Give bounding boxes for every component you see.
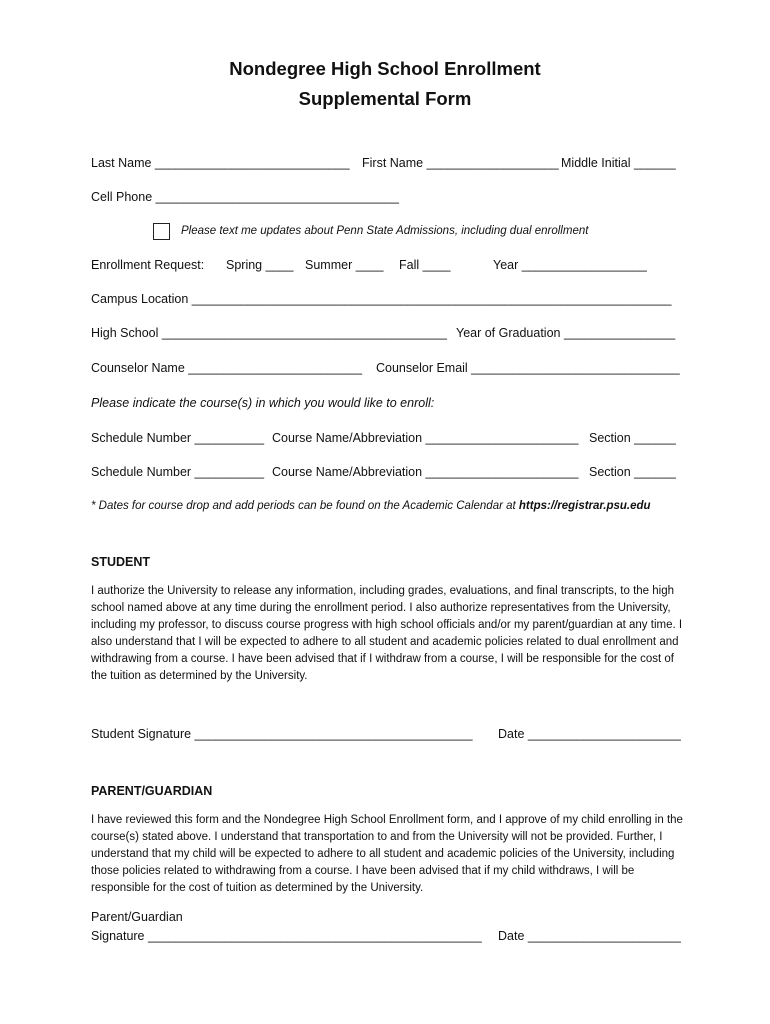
fall-field[interactable]: Fall ____ — [399, 258, 451, 272]
schedule-number-field-2[interactable]: Schedule Number __________ — [91, 465, 265, 479]
course-instruction: Please indicate the course(s) in which you would like to enroll: — [91, 396, 435, 410]
schedule-number-field-1[interactable]: Schedule Number __________ — [91, 431, 265, 445]
year-of-graduation-field[interactable]: Year of Graduation ________________ — [456, 326, 676, 340]
calendar-note — [91, 498, 651, 514]
section-field-1[interactable]: Section ______ — [589, 431, 676, 445]
parent-approval-paragraph: I have reviewed this form and the Nondegree High School Enrollment form, and I approve of my child enrolling in the course(s) stated above. I understand that transportation to and from the University will not be provided. Further, I understand that my child will be expected to adhere to all student and academic policies of the University, including those policies related to withdrawing from a course. I have been advised that if my child withdraws, I will be responsible for the cost of tuition as determined by the University. — [91, 814, 683, 894]
student-date-field[interactable]: Date ______________________ — [498, 727, 681, 741]
parent-signature-field[interactable]: Signature ________________________________________________ — [91, 929, 482, 943]
cell-phone-field[interactable]: Cell Phone ___________________________________ — [91, 190, 399, 204]
form-title-line2: Supplemental Form — [298, 88, 472, 109]
high-school-field[interactable]: High School _________________________________________ — [91, 326, 447, 340]
campus-location-field[interactable]: Campus Location _____________________________________________________________________ — [91, 292, 672, 306]
registrar-link[interactable]: https://registrar.psu.edu — [518, 500, 651, 512]
first-name-field[interactable]: First Name ___________________ — [362, 156, 559, 170]
course-name-field-2[interactable]: Course Name/Abbreviation ______________________ — [272, 465, 579, 479]
text-updates-checkbox[interactable] — [153, 223, 170, 240]
parent-signature-label: Parent/Guardian — [91, 910, 183, 924]
parent-heading: PARENT/GUARDIAN — [91, 784, 213, 798]
calendar-note-text: * Dates for course drop and add periods can be found on the Academic Calendar at — [91, 500, 519, 512]
middle-initial-field[interactable]: Middle Initial ______ — [561, 156, 676, 170]
spring-field[interactable]: Spring ____ — [226, 258, 294, 272]
text-updates-label: Please text me updates about Penn State Admissions, including dual enrollment — [181, 225, 589, 237]
course-name-field-1[interactable]: Course Name/Abbreviation ______________________ — [272, 431, 579, 445]
counselor-email-field[interactable]: Counselor Email ______________________________ — [376, 361, 680, 375]
student-authorization-paragraph: I authorize the University to release any information, including grades, evaluations, and final transcripts, to the high school named above at any time during the enrollment period. I also authorize representatives from the University, including my professor, to discuss course progress with high school officials and/or my parent/guardian at any time. I also understand that I will be expected to adhere to all student and academic policies related to dual enrollment and withdrawing from a course. I have been advised that if I withdraw from a course, I will be responsible for the cost of the tuition as determined by the University. — [91, 585, 683, 682]
summer-field[interactable]: Summer ____ — [305, 258, 384, 272]
student-heading: STUDENT — [91, 555, 151, 569]
parent-date-field[interactable]: Date ______________________ — [498, 929, 681, 943]
form-title-line1: Nondegree High School Enrollment — [229, 58, 541, 79]
year-field[interactable]: Year __________________ — [493, 258, 647, 272]
last-name-field[interactable]: Last Name ____________________________ — [91, 156, 350, 170]
enrollment-request-label: Enrollment Request: — [91, 258, 205, 272]
counselor-name-field[interactable]: Counselor Name _________________________ — [91, 361, 363, 375]
section-field-2[interactable]: Section ______ — [589, 465, 676, 479]
student-signature-field[interactable]: Student Signature ________________________________________ — [91, 727, 473, 741]
